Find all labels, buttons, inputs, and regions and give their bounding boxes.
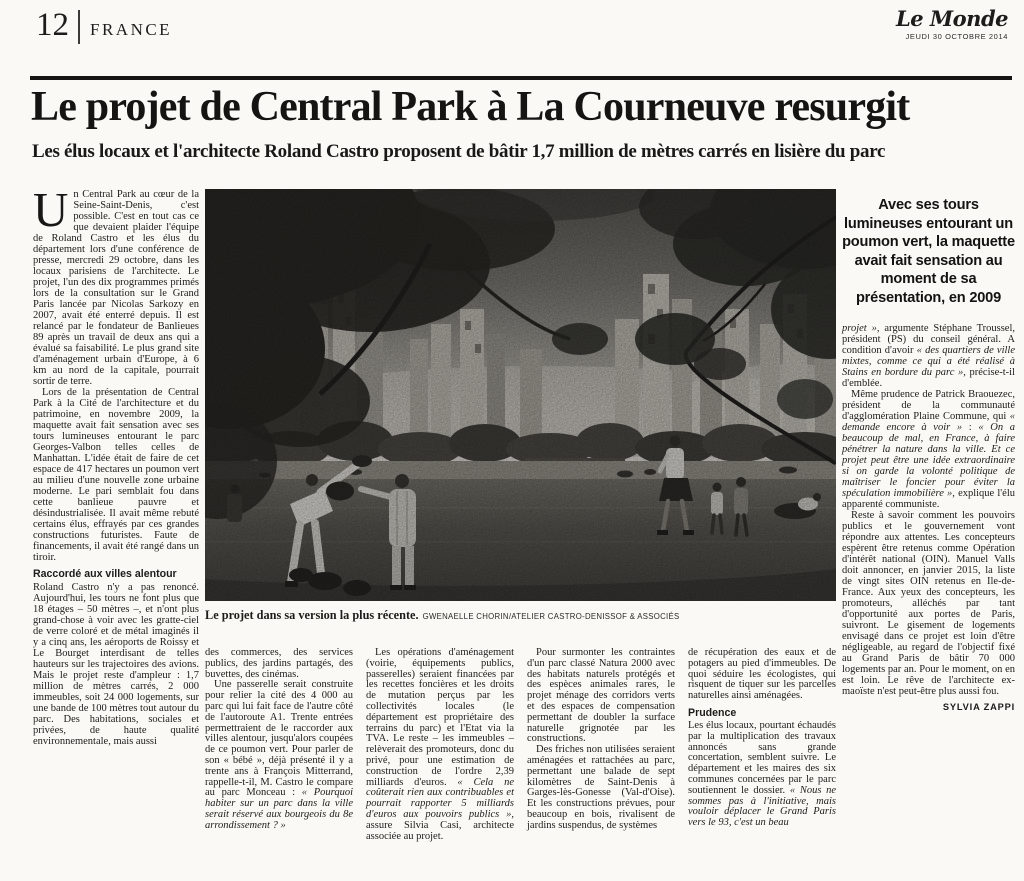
paragraph: des commerces, des services publics, des jardins partagés, des buvettes, des cinémas. [205,647,353,680]
paragraph [33,182,199,387]
subheadline: Les élus locaux et l'architecte Roland Castro proposent de bâtir 1,7 million de mètres carrés en lisière du parc [32,141,886,162]
paragraph: Les opérations d'aménagement (voirie, équipements publics, passerelles) seraient financées par les recettes foncières et les droits de mutation perçus par les collectivités locales (le département est propriétaire des terrains du parc) et l'Etat via la TVA. Le reste – les immeubles – relèverait des promoteurs, donc du privé, pour une estimation de construction de l'ordre 2,39 milliards d'euros. « Cela ne coûterait rien aux contribuables et pourrait rapporter 5 milliards d'euros aux pouvoirs publics », assure Silvia Casi, architecte associée au projet. [366,647,514,842]
article-column-1 [33,182,199,747]
paragraph: de récupération des eaux et de potagers au pied d'immeubles. De quoi séduire les écologistes, qui risquent de tiquer sur les parcelles naturelles ainsi aménagées. [688,647,836,702]
paragraph: Des friches non utilisées seraient aménagées et rattachées au parc, permettant une balade de sept kilomètres de Saint-Denis à Garges-lès-Gonesse (Val-d'Oise). Et les constructions prévues, pour beaucoup en bois, rivalisent de jardins suspendus, de systèmes [527,744,675,831]
paragraph: Les élus locaux, pourtant échaudés par la multiplication des travaux annoncés sans grande concertation, semblent suivre. Le département et les maires des six communes concernées par le parc soutiennent le dossier. « Nous ne sommes pas à l'initiative, mais vouloir déplacer le Grand Paris vers le 93, c'est un beau [688,719,837,829]
park-rendering-illustration [205,189,836,601]
photo-caption [205,606,836,624]
paragraph: Roland Castro n'y a pas renoncé. Aujourd'hui, les tours ne font plus que 18 étages – 50 mètres –, et n'ont plus grand-chose à voir avec les gratte-ciel de verre coloré et de métal imaginés il y a cinq ans, les aéroports de Roissy et Le Bourget interdisant de telles hauteurs sur les trajectoires des avions. Mais le projet reste d'ampleur : 1,7 million de mètres carrés, 2 000 immeubles, soit 24 000 logements, sur une bande de 100 mètres tout autour du parc. Des habitations, sociales et privées, de haute qualité environnementale, mais aussi [33,582,199,747]
paragraph-text: n Central Park au cœur de la Seine-Saint-Denis, c'est possible. C'est en tout cas ce que devaient plaider l'équipe de Roland Castro et les élus du département lors d'une conférence de presse, mercredi 29 octobre, dans les locaux parisiens de l'architecte. Le projet, l'un des dix programmes primés lors de la consultation sur le Grand Paris lancée par Nicolas Sarkozy en 2007, avait été enterré depuis. Il est relancé par le fondateur de Banlieues 89 après un travail de deux ans qui a évalué sa faisabilité. Le plus grand site d'aménagement urbain d'Europe, à 6 km au nord de la capitale, pourrait sortir de terre. [33,189,199,387]
drop-cap: U [33,182,69,237]
byline: SYLVIA ZAPPI [942,701,1015,712]
park-rendering-photo [205,189,836,601]
paragraph: Lors de la présentation de Central Park à la Cité de l'architecture et du patrimoine, en novembre 2009, la maquette avait fait sensation avec ses tours lumineuses entourant le parc Georges-Valbon telles celles de Manhattan. L'idée était de faire de cet espace de 417 hectares un poumon vert au milieu d'une nouvelle zone urbaine moderne. Le pari semblait fou dans cette banlieue pauvre et désindustrialisée. Il avait même rebuté certains élus, effrayés par ces grandes constructions futuristes. Faute de financements, il avait été rangé dans un tiroir. [33,387,199,563]
crosshead: Raccordé aux villes alentour [33,568,177,580]
photo-credit: GWENAELLE CHORIN/ATELIER CASTRO-DENISSOF & ASSOCIÉS [422,612,680,621]
article-column-4 [527,648,675,842]
paragraph: Pour surmonter les contraintes d'un parc classé Natura 2000 avec des habitats naturels protégés et des espèces animales rares, le projet ménage des corridors verts et des espaces de compensation permettant de doubler la surface naturelle grignotée par les constructions. [527,647,675,745]
crosshead: Prudence [688,706,737,719]
paragraph: Une passerelle serait construite pour relier la cité des 4 000 au parc qui lui fait face de l'autre côté de l'autoroute A1. Trente entrées permettraient de le raccorder aux villes alentour, jusqu'alors coupées de ce poumon vert. Pour parler de son « bébé », déjà présenté il y a trente ans à François Mitterrand, rappelle-t-il, M. Castro le compare au parc Monceau : « Pourquoi habiter sur un parc dans la ville serait réservé aux bourgeois du 8e arrondissement ? » [205,679,353,831]
page-header-right [896,8,1008,41]
article-bottom-columns [205,648,836,842]
paragraph: projet », argumente Stéphane Troussel, président (PS) du conseil général. A condition d'avoir « des quartiers de ville mixtes, comme ce qui a été réalisé à Stains en bordure du parc », précise-t-il d'emblée. [842,322,1015,389]
article-column-5 [688,648,836,842]
section-title: FRANCE [90,20,173,39]
article-column-6 [842,196,1015,713]
article-column-3 [366,648,514,842]
paragraph: Même prudence de Patrick Braouezec, président de la communauté d'agglomération Plaine Commune, qui « demande encore à voir » : « On a beaucoup de mal, en France, à faire pénétrer la nature dans la ville. Et ce projet peut être une idée extraordinaire si on garde la volonté politique de maîtriser le foncier pour éviter la spéculation immobilière », explique l'élu apparenté communiste. [842,388,1016,510]
headline-rule [30,76,1012,80]
header-divider [78,10,80,44]
masthead: Le Monde [895,6,1008,31]
caption-text: Le projet dans sa version la plus récente. [205,608,419,622]
edition-date: JEUDI 30 OCTOBRE 2014 [905,32,1008,41]
page-header-left [36,8,172,44]
paragraph: Reste à savoir comment les pouvoirs publics et le gouvernement vont répondre aux attentes. Les concepteurs espèrent être retenus comme Opération d'intérêt national (OIN). Manuel Valls doit annoncer, en janvier 2015, la liste de vingt sites OIN retenus en Ile-de-France. Aux yeux des concepteurs, les promoteurs, alléchés par tant d'opportunité aux portes de Paris, suivront. Le gisement de logements envisagé dans ce projet est loin d'être négligeable, au regard de l'objectif fixé au Grand Paris de bâtir 70 000 logements par an. Pour le moment, on en est loin. Le rêve de l'architecte ex-maoïste n'est peut-être plus aussi fou. [842,509,1015,697]
article-column-2 [205,648,353,842]
headline: Le projet de Central Park à La Courneuve resurgit [31,84,910,130]
page-number: 12 [36,7,69,43]
pull-quote: Avec ses tours lumineuses entourant un poumon vert, la maquette avait fait sensation au moment de sa présentation, en 2009 [842,197,1015,306]
